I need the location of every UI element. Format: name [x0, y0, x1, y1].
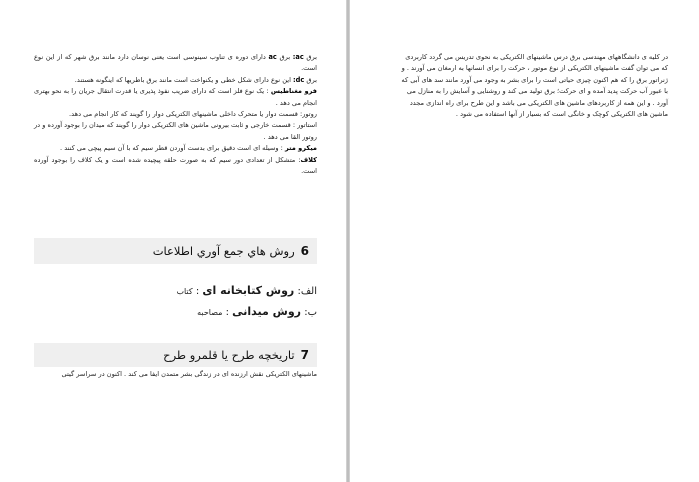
text-line: که می توان گفت ماشینهای الکتریکی از نوع موتور ، حرکت را برای انسانها به ارمغان می آورند . و — [401, 64, 668, 73]
text-line: ماشین های الکتریکی کوچک و خانگی است که بسیار از آنها استفاده می شود . — [455, 110, 668, 119]
section-title: روش هاي جمع آوري اطلاعات — [152, 244, 295, 258]
section-title: تاريخچه طرح يا قلمرو طرح — [163, 348, 295, 362]
text-line: آورد . و این همه از کاربردهای ماشین های الکتریکی می باشد و این طرح برای راه اندازی مجدد — [409, 98, 668, 107]
def-ferromagnet: فرو مغناطیس : یک نوع فلز است که دارای ضریب نفوذ پذیری یا قدرت انتقال جریان را به نحو بهتری انجام می دهد . — [34, 87, 317, 107]
methods-list — [34, 284, 317, 326]
section-7-heading — [34, 343, 317, 367]
def-dc: برق dc: این نوع دارای شکل خطی و یکنواخت است مانند برق باطریها که اینگونه هستند. — [74, 75, 317, 84]
left-page — [0, 0, 346, 482]
text-line: در کلیه ی دانشگاههای مهندسی برق درس ماشینهای الکتریکی به نحوی تدریس می گردد کاربردی — [405, 53, 668, 61]
method-item: الف: روش کتابخانه ای : کتاب — [176, 284, 317, 297]
definitions-block — [34, 52, 317, 177]
method-item: ب: روش میدانی : مصاحبه — [197, 305, 317, 318]
intro-paragraph — [386, 52, 668, 120]
right-page — [350, 0, 699, 482]
def-micrometer: میکرو متر : وسیله ای است دقیق برای بدست آوردن قطر سیم که با آن سیم پیچی می کنند . — [60, 144, 317, 153]
def-stator: استاتور : قسمت خارجی و ثابت بیرونی ماشین های الکتریکی دوار را گویند که میدان را بوجود آورده و در روتور القا می دهد . — [34, 121, 317, 141]
section-number: 6 — [300, 244, 309, 258]
def-coil: کلاف: متشکل از تعدادی دور سیم که به صورت حلقه پیچیده شده است و یک کلاف را بوجود آورده است. — [34, 155, 317, 176]
section-number: 7 — [300, 348, 309, 362]
def-ac: برق ac: برق ac دارای دوره ی تناوب سینوسی است یعنی نوسان دارد مانند برق شهر که از این نوع است. — [34, 53, 317, 73]
section-6-heading — [34, 238, 317, 264]
section-7-body: ماشینهای الکتریکی نقش ارزنده ای در زندگی بشر متمدن ایفا می کند . اکنون در سراسر گیتی — [61, 370, 317, 378]
text-line: با عبور آب حرکت پدید آمده و ای حرکت؛ برق تولید می کند و روشنایی و آسایش را به منازل می — [406, 87, 668, 96]
def-rotor: روتور: قسمت دوار یا متحرک داخلی ماشینهای الکتریکی دوار را گویند که کار انجام می دهد. — [69, 110, 317, 119]
text-line: ژنراتور برق را که هم اکنون چیزی حیاتی است را برای بشر به وجود می آورد مانند سد های آبی که — [401, 75, 668, 84]
